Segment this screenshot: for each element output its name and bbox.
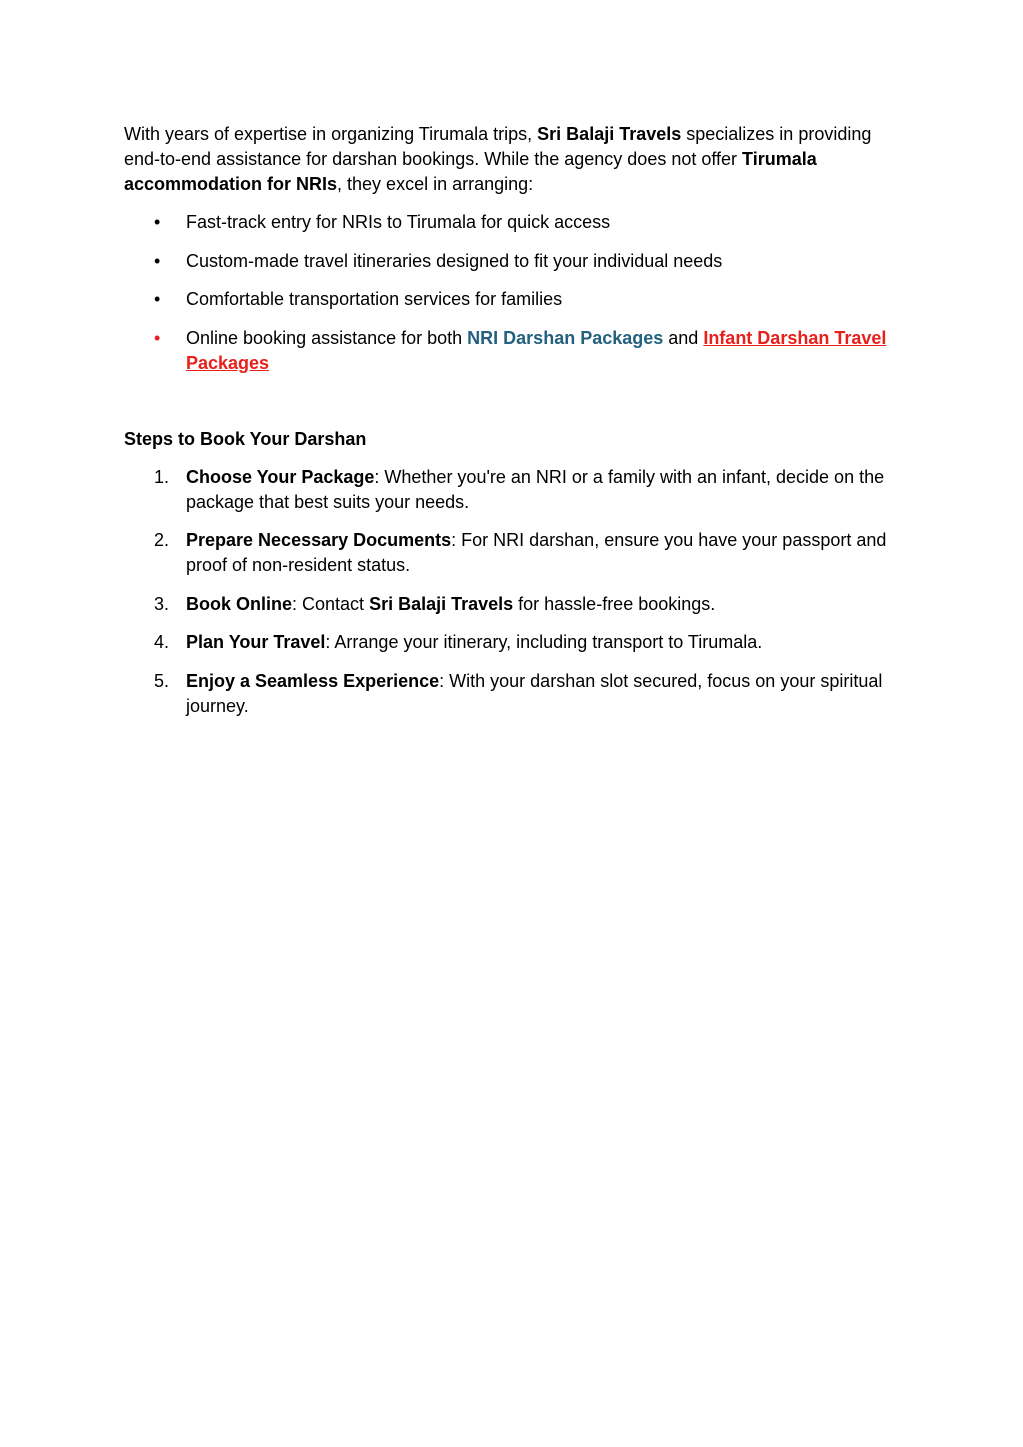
list-item-text: Fast-track entry for NRIs to Tirumala for quick access [186, 212, 611, 232]
step-title: Plan Your Travel [186, 632, 326, 652]
step-text: for hassle-free bookings. [513, 593, 716, 614]
intro-text-3: , they excel in arranging: [337, 174, 534, 194]
step-title: Enjoy a Seamless Experience [186, 670, 440, 691]
intro-paragraph [124, 122, 894, 197]
step-title: Prepare Necessary Documents [186, 530, 452, 550]
steps-list [124, 465, 894, 719]
bullet-marker: • [154, 327, 161, 348]
intro-text-2: specializes in providing end-to-end assistance for darshan bookings. While the agency does not offer [124, 124, 872, 169]
step-item [124, 528, 894, 578]
accommodation-phrase: Tirumala accommodation for NRIs [124, 149, 817, 194]
step-title: Book Online [186, 593, 293, 614]
services-list [124, 210, 894, 376]
list-item-text: Comfortable transportation services for families [186, 289, 563, 309]
step-title: Choose Your Package [186, 466, 375, 487]
step-item [124, 630, 894, 655]
bullet-marker: • [154, 289, 161, 309]
list-item-text: and [663, 327, 704, 348]
step-number: 2. [154, 530, 170, 550]
step-text: : Whether you're an NRI or a family with an infant, decide on the package that best suits your needs. [186, 466, 885, 512]
step-text: : With your darshan slot secured, focus on your spiritual journey. [186, 670, 883, 716]
document-body [124, 122, 894, 732]
nri-darshan-packages-link[interactable]: NRI Darshan Packages [467, 327, 664, 348]
step-item [124, 465, 894, 515]
step-item [124, 669, 894, 719]
step-number: 5. [154, 670, 170, 691]
step-number: 4. [154, 632, 170, 652]
step-text: : For NRI darshan, ensure you have your passport and proof of non-resident status. [186, 530, 887, 575]
step-text: : Contact [292, 593, 370, 614]
step-text: : Arrange your itinerary, including transport to Tirumala. [325, 632, 763, 652]
infant-darshan-packages-link[interactable]: Infant Darshan Travel Packages [186, 327, 887, 373]
bullet-marker: • [154, 212, 161, 232]
list-item [124, 249, 894, 274]
list-item [124, 210, 894, 235]
step-number: 1. [154, 466, 170, 487]
agency-name: Sri Balaji Travels [369, 593, 514, 614]
list-item-text: Online booking assistance for both [186, 327, 468, 348]
bullet-marker: • [154, 250, 161, 271]
list-item [124, 287, 894, 312]
agency-name: Sri Balaji Travels [537, 124, 682, 144]
list-item-text: Custom-made travel itineraries designed to fit your individual needs [186, 250, 723, 271]
list-item [124, 326, 894, 376]
step-number: 3. [154, 593, 170, 614]
steps-heading: Steps to Book Your Darshan [124, 428, 367, 449]
step-item [124, 592, 894, 617]
intro-text-1: With years of expertise in organizing Tirumala trips, [124, 124, 538, 144]
